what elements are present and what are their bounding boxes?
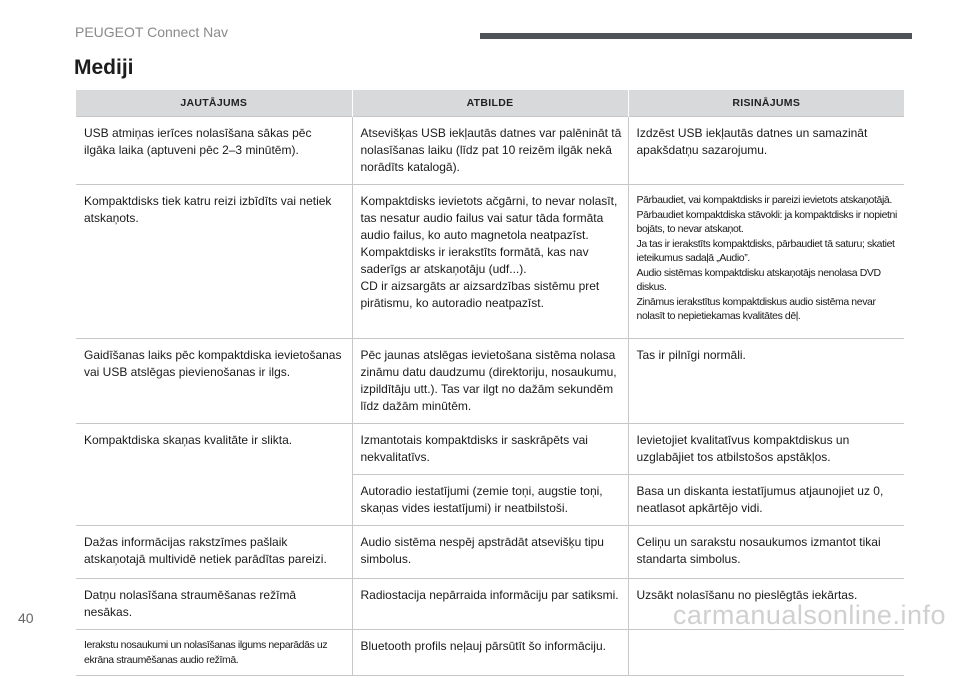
solution-cell: Celiņu un sarakstu nosaukumos izmantot tikai standarta simbolus.	[628, 526, 904, 579]
solution-cell: Uzsākt nolasīšanu no pieslēgtās iekārtas.	[628, 579, 904, 630]
table-row	[76, 117, 904, 185]
column-header-solution: RISINĀJUMS	[628, 90, 904, 117]
table-row	[76, 526, 904, 579]
question-cell: USB atmiņas ierīces nolasīšana sākas pēc ilgāka laika (aptuveni pēc 2–3 minūtēm).	[76, 117, 352, 185]
answer-cell: Pēc jaunas atslēgas ievietošana sistēma nolasa zināmu datu daudzumu (direktoriju, nosaukumu, izpildītāju utt.). Tas var ilgt no dažām sekundēm līdz dažām minūtēm.	[352, 339, 628, 424]
manual-header-brand: PEUGEOT Connect Nav	[75, 24, 229, 40]
solution-cell: Pārbaudiet, vai kompaktdisks ir pareizi ievietots atskaņotājā. Pārbaudiet kompaktdiska stāvokli: ja kompaktdisks ir nopietni bojāts, to nevar atskaņot. Ja tas ir ierakstīts kompaktdisks, pārbaudiet tā saturu; skatiet ieteikumus sadaļā „Audio”. Audio sistēmas kompaktdisku atskaņotājs nenolasa DVD diskus. Zināmus ierakstītus kompaktdiskus audio sistēma nevar nolasīt to nepietiekamas kvalitātes dēļ.	[628, 185, 904, 339]
solution-cell: Basa un diskanta iestatījumus atjaunojiet uz 0, neatlasot apkārtējo vidi.	[628, 475, 904, 526]
table-row	[76, 424, 904, 475]
table-row	[76, 339, 904, 424]
header-divider-bar	[480, 33, 912, 39]
question-cell: Kompaktdiska skaņas kvalitāte ir slikta.	[76, 424, 352, 526]
question-cell: Datņu nolasīšana straumēšanas režīmā nesākas.	[76, 579, 352, 630]
table-row	[76, 630, 904, 676]
answer-cell: Atsevišķas USB iekļautās datnes var palēnināt tā nolasīšanas laiku (līdz pat 10 reizēm ilgāk nekā norādīts katalogā).	[352, 117, 628, 185]
column-header-answer: ATBILDE	[352, 90, 628, 117]
table-header-row	[76, 90, 904, 117]
answer-cell: Bluetooth profils neļauj pārsūtīt šo informāciju.	[352, 630, 628, 676]
watermark: carmanualsonline.info	[672, 600, 946, 630]
answer-cell: Izmantotais kompaktdisks ir saskrāpēts vai nekvalitatīvs.	[352, 424, 628, 475]
table-row	[76, 185, 904, 339]
answer-cell: Audio sistēma nespēj apstrādāt atsevišķu tipu simbolus.	[352, 526, 628, 579]
question-cell: Kompaktdisks tiek katru reizi izbīdīts vai netiek atskaņots.	[76, 185, 352, 339]
page-number: 40	[18, 610, 34, 626]
answer-cell: Radiostacija nepārraida informāciju par satiksmi.	[352, 579, 628, 630]
solution-cell: Izdzēst USB iekļautās datnes un samazināt apakšdatņu sazarojumu.	[628, 117, 904, 185]
question-cell: Dažas informācijas rakstzīmes pašlaik atskaņotajā multividē netiek parādītas pareizi.	[76, 526, 352, 579]
column-header-question: JAUTĀJUMS	[76, 90, 352, 117]
page-title: Mediji	[74, 56, 134, 79]
question-cell: Gaidīšanas laiks pēc kompaktdiska ievietošanas vai USB atslēgas pievienošanas ir ilgs.	[76, 339, 352, 424]
solution-cell	[628, 630, 904, 676]
solution-cell: Tas ir pilnīgi normāli.	[628, 339, 904, 424]
answer-cell: Autoradio iestatījumi (zemie toņi, augstie toņi, skaņas vides iestatījumi) ir neatbilstoši.	[352, 475, 628, 526]
troubleshooting-table	[76, 90, 904, 676]
answer-cell: Kompaktdisks ievietots ačgārni, to nevar nolasīt, tas nesatur audio failus vai satur tāda formāta audio failus, ko auto magnetola neatpazīst. Kompaktdisks ir ierakstīts formātā, kas nav saderīgs ar atskaņotāju (udf...). CD ir aizsargāts ar aizsardzības sistēmu pret pirātismu, ko autoradio neatpazīst.	[352, 185, 628, 339]
solution-cell: Ievietojiet kvalitatīvus kompaktdiskus un uzglabājiet tos atbilstošos apstākļos.	[628, 424, 904, 475]
question-cell: Ierakstu nosaukumi un nolasīšanas ilgums neparādās uz ekrāna straumēšanas audio režīmā.	[76, 630, 352, 676]
